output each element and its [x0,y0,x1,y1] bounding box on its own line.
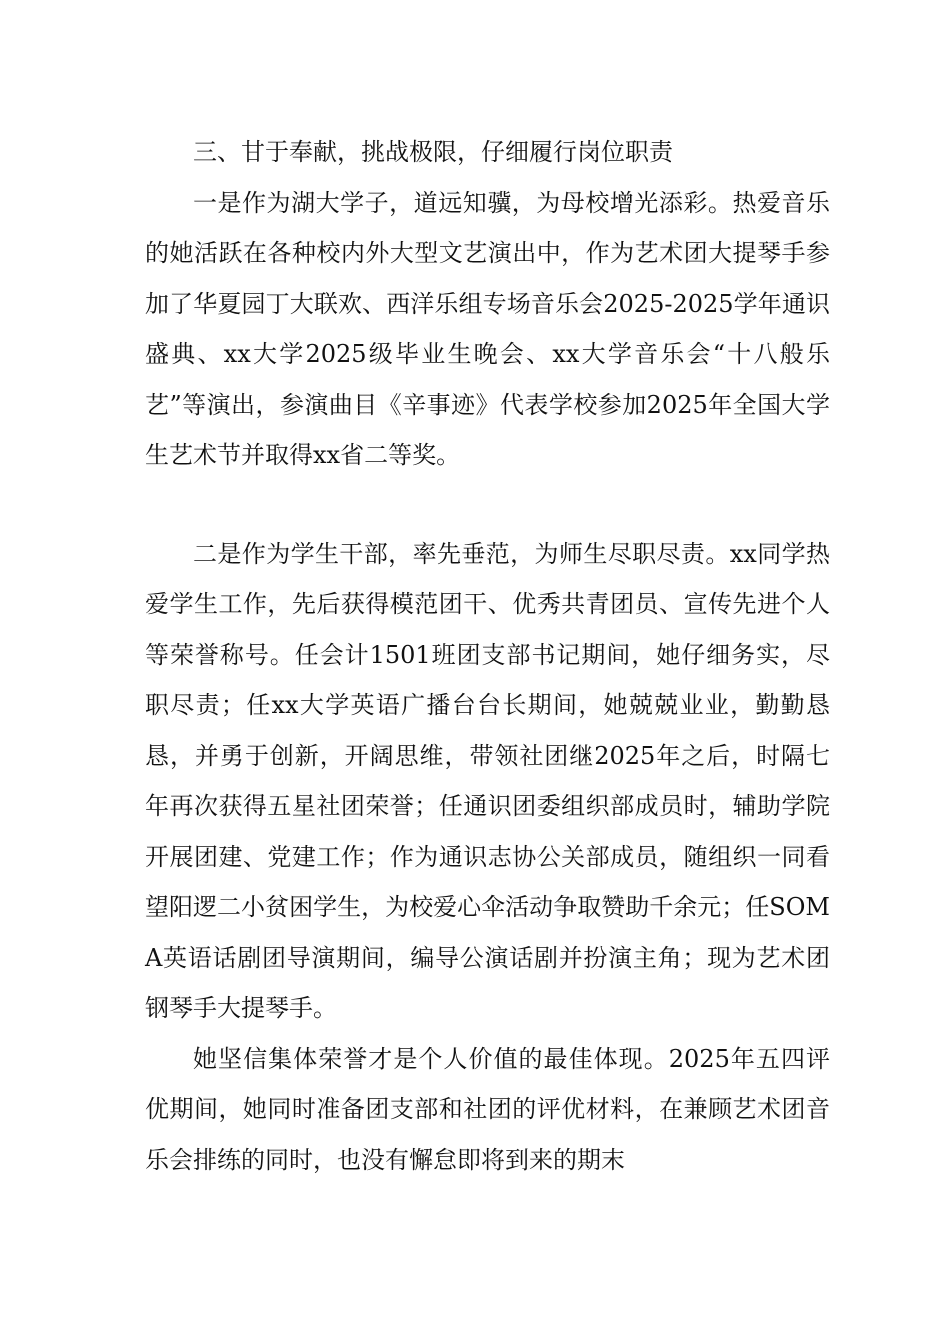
document-body [145,127,830,1185]
paragraph-spacer [145,481,830,529]
paragraph-art-troupe: 一是作为湖大学子，道远知骥，为母校增光添彩。热爱音乐的她活跃在各种校内外大型文艺演出中，作为艺术团大提琴手参加了华夏园丁大联欢、西洋乐组专场音乐会2025-2025学年通识盛典、xx大学2025级毕业生晚会、xx大学音乐会“十八般乐艺”等演出，参演曲目《辛事迹》代表学校参加2025年全国大学生艺术节并取得xx省二等奖。 [145,188,830,469]
paragraph-student-cadre: 二是作为学生干部，率先垂范，为师生尽职尽责。xx同学热爱学生工作，先后获得模范团干、优秀共青团员、宣传先进个人等荣誉称号。任会计1501班团支部书记期间，她仔细务实，尽职尽责；任xx大学英语广播台台长期间，她兢兢业业，勤勤恳恳，并勇于创新，开阔思维，带领社团继2025年之后，时隔七年再次获得五星社团荣誉；任通识团委组织部成员时，辅助学院开展团建、党建工作；作为通识志协公关部成员，随组织一同看望阳逻二小贫困学生，为校爱心伞活动争取赞助千余元；任SOMA英语话剧团导演期间，编导公演话剧并扮演主角；现为艺术团钢琴手大提琴手。 [145,539,830,1022]
paragraph-collective-honor: 她坚信集体荣誉才是个人价值的最佳体现。2025年五四评优期间，她同时准备团支部和社团的评优材料，在兼顾艺术团音乐会排练的同时，也没有懈怠即将到来的期末 [145,1044,830,1174]
section-heading: 三、甘于奉献，挑战极限，仔细履行岗位职责 [193,138,673,166]
